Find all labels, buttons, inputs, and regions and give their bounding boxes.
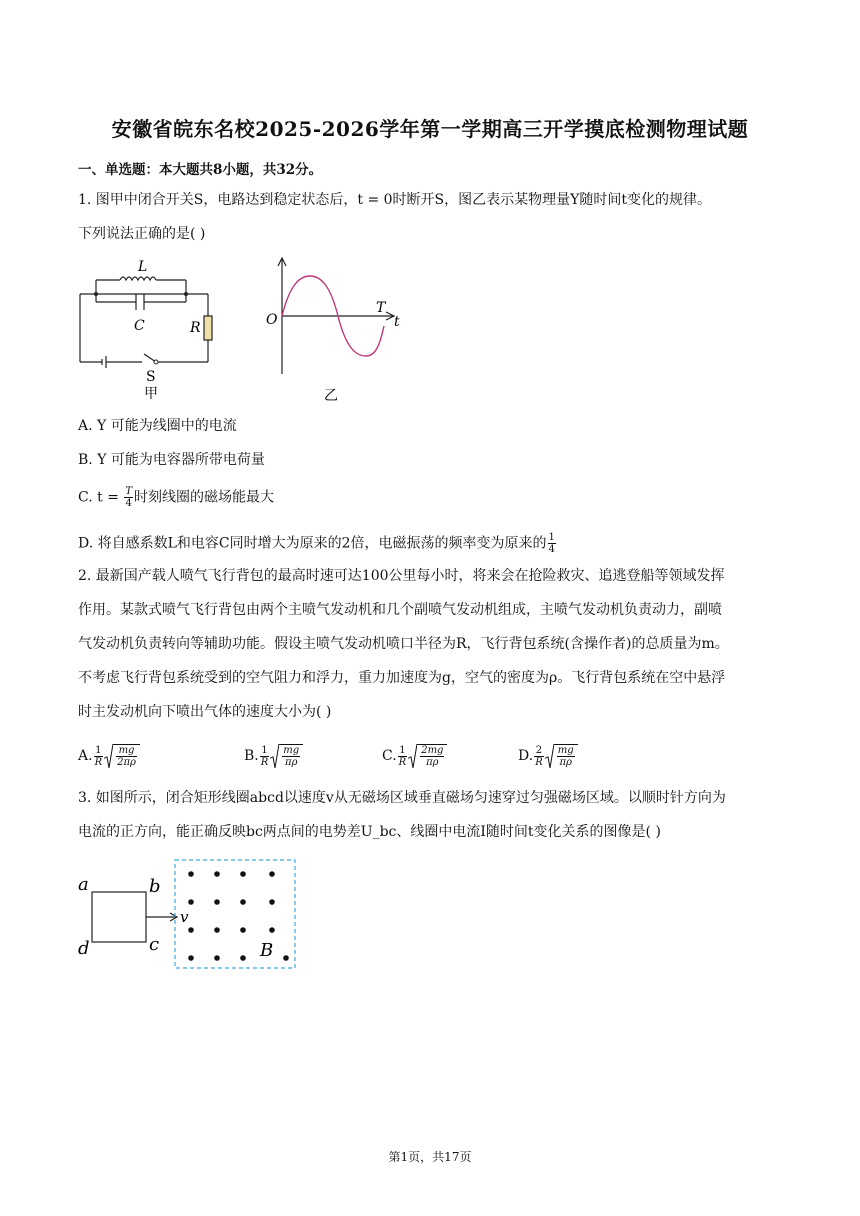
label-c: c xyxy=(149,934,160,955)
label-b: b xyxy=(149,876,161,897)
q1-option-a: A. Y 可能为线圈中的电流 xyxy=(78,418,237,434)
q3-coil-field-figure xyxy=(74,854,306,974)
label-L: L xyxy=(138,259,148,275)
label-a: a xyxy=(78,874,89,895)
fraction-t-over-4: $\frac{T}{4}$ xyxy=(125,486,133,509)
label-d: d xyxy=(78,938,90,959)
label-R: R xyxy=(190,320,201,336)
label-T: T xyxy=(376,300,386,316)
q2-stem-line3: 气发动机负责转向等辅助功能。假设主喷气发动机喷口半径为R，飞行背包系统(含操作者)的总质量为m。 xyxy=(78,636,729,652)
label-B: B xyxy=(260,940,274,961)
coil-abcd xyxy=(92,892,146,942)
q1-option-b: B. Y 可能为电容器所带电荷量 xyxy=(78,452,265,468)
q1-option-c xyxy=(78,486,784,509)
label-t: t xyxy=(394,314,400,330)
q1-option-c-prefix: C. t = xyxy=(78,489,119,506)
q1-stem-line1: 1. 图甲中闭合开关S，电路达到稳定状态后，t = 0时断开S，图乙表示某物理量Y随时间t变化的规律。 xyxy=(78,192,712,208)
q1-option-d xyxy=(78,532,784,555)
page-footer: 第1页，共17页 xyxy=(388,1150,472,1164)
q3-stem-line1: 3. 如图所示，闭合矩形线圈abcd以速度v从无磁场区域垂直磁场匀速穿过匀强磁场区域。以顺时针方向为 xyxy=(78,790,726,806)
section-heading: 一、单选题：本大题共8小题，共32分。 xyxy=(78,162,323,178)
figure-caption-a: 甲 xyxy=(144,386,158,402)
q1-circuit-figure xyxy=(70,254,230,402)
label-S: S xyxy=(146,369,156,385)
figure-caption-b: 乙 xyxy=(324,388,338,404)
fraction-one-quarter: $\frac{1}{4}$ xyxy=(548,532,555,555)
label-origin: O xyxy=(266,312,278,328)
q2-stem-line5: 时主发动机向下喷出气体的速度大小为( ) xyxy=(78,704,332,720)
q2-option-a: A. $\frac{1}{R}$ $\frac{mg}{2\pi\rho}$ xyxy=(78,744,140,768)
q2-stem-line2: 作用。某款式喷气飞行背包由两个主喷气发动机和几个副喷气发动机组成，主喷气发动机负责动力，副喷 xyxy=(78,602,722,618)
q1-option-d-text: D. 将自感系数L和电容C同时增大为原来的2倍，电磁振荡的频率变为原来的 xyxy=(78,535,547,552)
q2-option-d: D. $\frac{2}{R}$ $\frac{mg}{\pi\rho}$ xyxy=(518,744,578,768)
q2-option-c: C. $\frac{1}{R}$ $\frac{2mg}{\pi\rho}$ xyxy=(382,744,447,768)
magnetic-field-region xyxy=(175,860,295,968)
label-v: v xyxy=(180,908,189,926)
q1-option-c-text: 时刻线圈的磁场能最大 xyxy=(134,489,275,506)
q3-stem-line2: 电流的正方向，能正确反映bc两点间的电势差U_bc、线圈中电流I随时间t变化关系的图像是( ) xyxy=(78,824,661,840)
page-title: 安徽省皖东名校2025-2026学年第一学期高三开学摸底检测物理试题 xyxy=(111,117,749,141)
q2-option-b: B. $\frac{1}{R}$ $\frac{mg}{\pi\rho}$ xyxy=(244,744,303,768)
q1-stem-line2: 下列说法正确的是( ) xyxy=(78,226,206,242)
field-dots xyxy=(188,871,289,961)
q1-graph-figure xyxy=(260,254,410,404)
q2-stem-line1: 2. 最新国产载人喷气飞行背包的最高时速可达100公里每小时，将来会在抢险救灾、追逃登船等领域发挥 xyxy=(78,568,725,584)
q2-stem-line4: 不考虑飞行背包系统受到的空气阻力和浮力，重力加速度为g，空气的密度为ρ。飞行背包系统在空中悬浮 xyxy=(78,670,726,686)
label-C: C xyxy=(134,318,145,334)
